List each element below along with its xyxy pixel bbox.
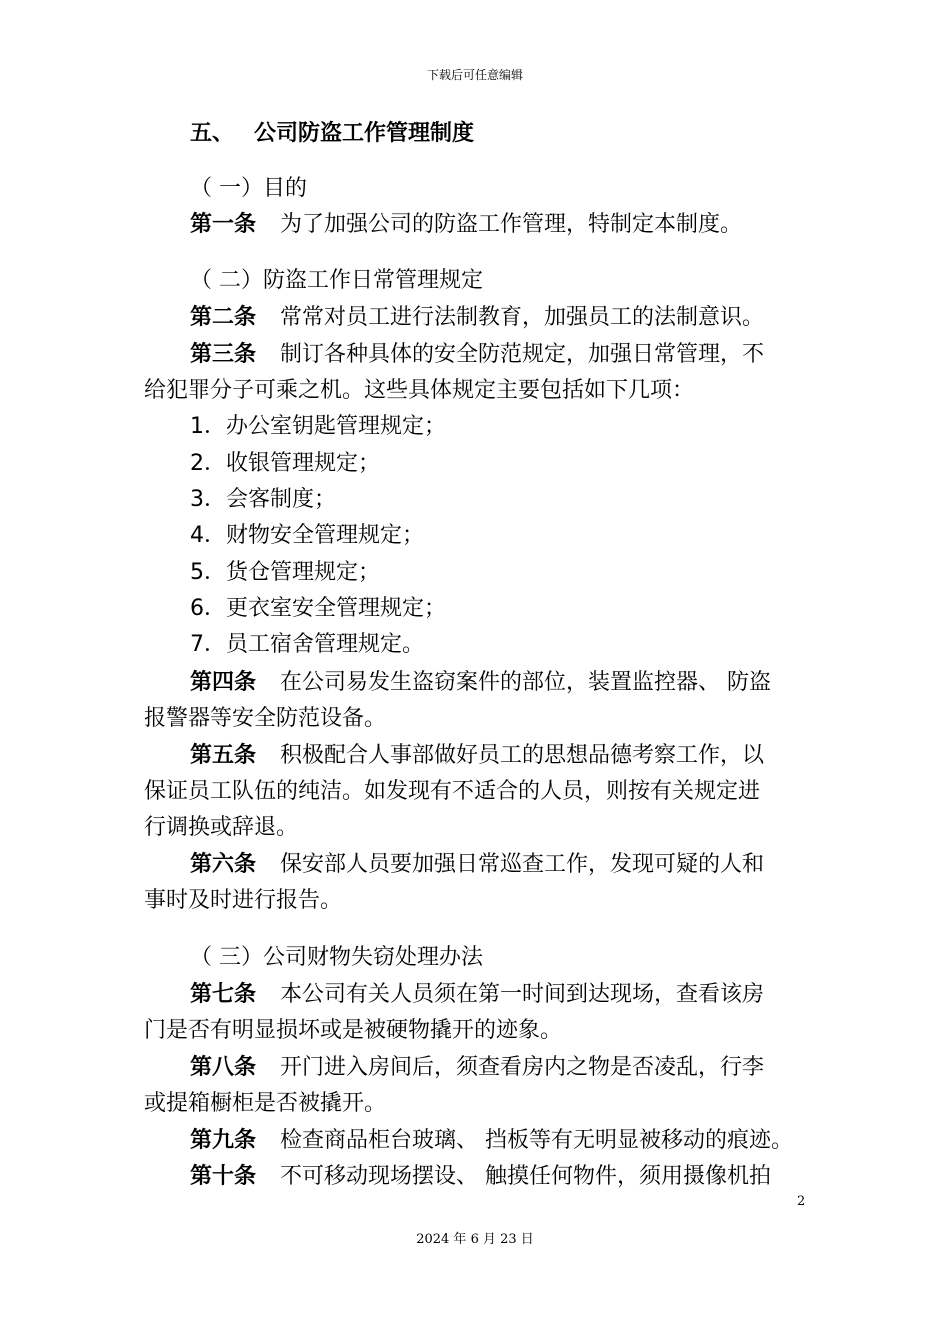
- article-label: 第九条: [190, 1128, 257, 1153]
- article-7: [190, 980, 764, 1010]
- title-number: 五、: [190, 121, 235, 146]
- article-text: 本公司有关人员须在第一时间到达现场，查看该房: [280, 982, 765, 1007]
- article-text: 积极配合人事部做好员工的思想品德考察工作，以: [280, 743, 765, 768]
- article-10: [190, 1162, 771, 1192]
- list-item-3: 3．会客制度；: [190, 487, 336, 512]
- article-5: [190, 741, 764, 771]
- article-label: 第七条: [190, 982, 257, 1007]
- article-text: 检查商品柜台玻璃、 挡板等有无明显被移动的痕迹。: [280, 1128, 794, 1153]
- list-item-1: 1．办公室钥匙管理规定；: [190, 414, 446, 439]
- article-4-continuation: 报警器等安全防范设备。: [144, 706, 387, 731]
- article-5-continuation-2: 行调换或辞退。: [144, 815, 299, 840]
- article-label: 第十条: [190, 1164, 257, 1189]
- page-title: [190, 116, 474, 147]
- article-3-continuation: 给犯罪分子可乘之机。这些具体规定主要包括如下几项：: [144, 378, 695, 403]
- section-heading-1: （ 一）目的: [190, 176, 307, 201]
- article-6-continuation: 事时及时进行报告。: [144, 888, 343, 913]
- list-item-7: 7．员工宿舍管理规定。: [190, 632, 424, 657]
- article-6: [190, 850, 764, 880]
- article-label: 第八条: [190, 1055, 257, 1080]
- article-1: [190, 210, 742, 240]
- article-4: [190, 668, 771, 698]
- page-number: 2: [797, 1194, 806, 1209]
- page-header: 下载后可任意编辑: [426, 68, 523, 82]
- article-text: 在公司易发生盗窃案件的部位，装置监控器、 防盗: [280, 670, 772, 695]
- list-item-4: 4．财物安全管理规定；: [190, 523, 424, 548]
- article-label: 第六条: [190, 852, 257, 877]
- article-9: [190, 1126, 793, 1156]
- article-label: 第二条: [190, 305, 257, 330]
- section-heading-3: （ 三）公司财物失窃处理办法: [190, 945, 483, 970]
- list-item-2: 2．收银管理规定；: [190, 451, 380, 476]
- article-label: 第五条: [190, 743, 257, 768]
- title-text: 公司防盗工作管理制度: [254, 121, 475, 146]
- article-7-continuation: 门是否有明显损坏或是被硬物撬开的迹象。: [144, 1018, 563, 1043]
- article-2: [190, 303, 764, 333]
- article-text: 制订各种具体的安全防范规定，加强日常管理，不: [280, 342, 765, 367]
- article-8: [190, 1053, 764, 1083]
- article-text: 常常对员工进行法制教育，加强员工的法制意识。: [280, 305, 765, 330]
- footer-date: 2024 年 6 月 23 日: [416, 1232, 534, 1247]
- article-8-continuation: 或提箱橱柜是否被撬开。: [144, 1091, 387, 1116]
- article-text: 不可移动现场摆设、 触摸任何物件，须用摄像机拍: [280, 1164, 772, 1189]
- article-text: 保安部人员要加强日常巡查工作，发现可疑的人和: [280, 852, 765, 877]
- article-3: [190, 340, 764, 370]
- article-label: 第四条: [190, 670, 257, 695]
- section-heading-2: （ 二）防盗工作日常管理规定: [190, 268, 483, 293]
- list-item-6: 6．更衣室安全管理规定；: [190, 596, 446, 621]
- article-label: 第三条: [190, 342, 257, 367]
- article-text: 为了加强公司的防盗工作管理，特制定本制度。: [280, 212, 743, 237]
- list-item-5: 5．货仓管理规定；: [190, 560, 380, 585]
- article-5-continuation-1: 保证员工队伍的纯洁。如发现有不适合的人员，则按有关规定进: [144, 779, 761, 804]
- article-label: 第一条: [190, 212, 257, 237]
- article-text: 开门进入房间后，须查看房内之物是否凌乱，行李: [280, 1055, 765, 1080]
